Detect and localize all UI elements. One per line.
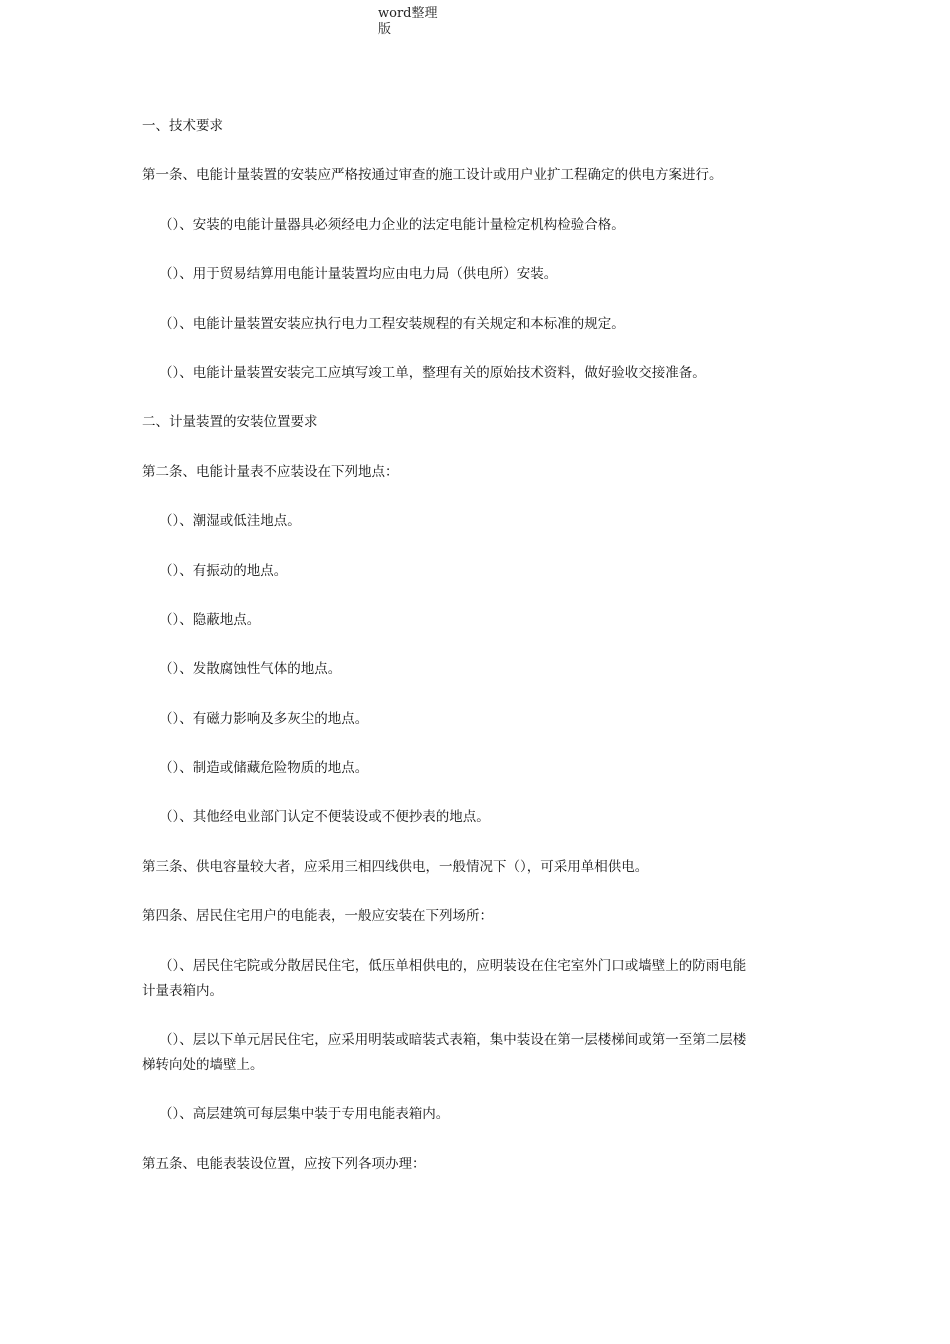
list-item: （）、发散腐蚀性气体的地点。 xyxy=(159,661,342,678)
header-line-1 xyxy=(378,6,468,22)
list-item: （）、电能计量装置安装完工应填写竣工单，整理有关的原始技术资料，做好验收交接准备。 xyxy=(159,364,706,381)
article-paragraph: 第四条、居民住宅用户的电能表，一般应安装在下列场所： xyxy=(142,908,493,925)
list-item: （）、制造或储藏危险物质的地点。 xyxy=(159,760,369,777)
list-item: （）、潮湿或低洼地点。 xyxy=(159,513,301,530)
list-item: （）、用于贸易结算用电能计量装置均应由电力局（供电所）安装。 xyxy=(159,266,558,283)
list-item xyxy=(142,954,814,1004)
list-item: （）、隐蔽地点。 xyxy=(159,611,261,628)
list-item-line: （）、居民住宅院或分散居民住宅，低压单相供电的，应明装设在住宅室外门口或墙壁上的防雨电能 xyxy=(159,957,747,974)
list-item: （）、高层建筑可每层集中装于专用电能表箱内。 xyxy=(159,1106,450,1123)
header-line-2: 版 xyxy=(378,22,392,37)
document-body xyxy=(142,114,814,1177)
section-heading: 一、技术要求 xyxy=(142,118,223,134)
list-item-line: （）、层以下单元居民住宅，应采用明装或暗装式表箱，集中装设在第一层楼梯间或第一至第二层楼 xyxy=(159,1032,747,1049)
article-paragraph: 第五条、电能表装设位置，应按下列各项办理： xyxy=(142,1155,426,1172)
article-paragraph: 第三条、供电容量较大者，应采用三相四线供电，一般情况下（），可采用单相供电。 xyxy=(142,858,649,875)
article-paragraph: 第二条、电能计量表不应装设在下列地点： xyxy=(142,463,399,480)
list-item: （）、有振动的地点。 xyxy=(159,562,288,579)
list-item: （）、其他经电业部门认定不便装设或不便抄表的地点。 xyxy=(159,809,490,826)
list-item: （）、有磁力影响及多灰尘的地点。 xyxy=(159,710,369,727)
article-paragraph: 第一条、电能计量装置的安装应严格按通过审查的施工设计或用户业扩工程确定的供电方案进行。 xyxy=(142,167,723,184)
header-word: word xyxy=(378,6,412,21)
header-title: 整理 xyxy=(411,6,438,21)
list-item-line: 梯转向处的墙壁上。 xyxy=(142,1057,264,1074)
list-item xyxy=(142,1028,814,1078)
list-item: （）、电能计量装置安装应执行电力工程安装规程的有关规定和本标准的规定。 xyxy=(159,315,625,332)
section-heading: 二、计量装置的安装位置要求 xyxy=(142,414,318,431)
list-item-line: 计量表箱内。 xyxy=(142,982,223,999)
list-item: （）、安装的电能计量器具必须经电力企业的法定电能计量检定机构检验合格。 xyxy=(159,216,625,233)
page-header xyxy=(378,6,468,38)
